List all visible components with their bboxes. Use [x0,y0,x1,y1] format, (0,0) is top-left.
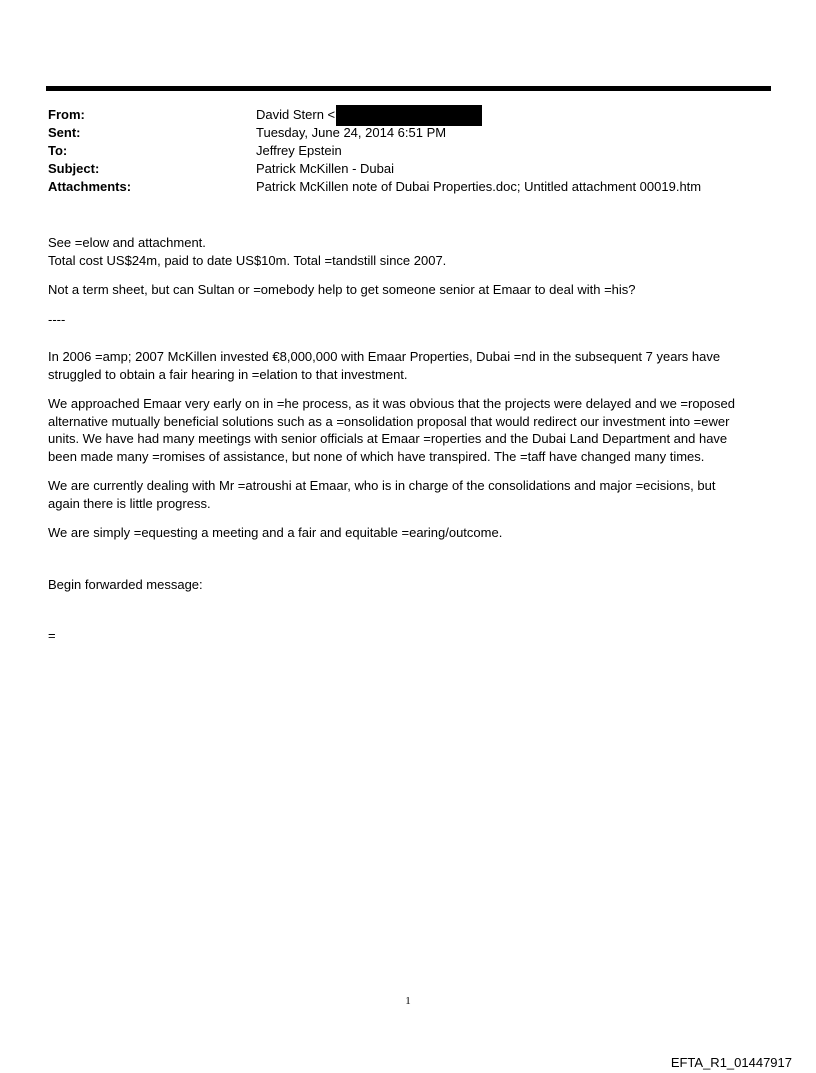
redaction-box [336,105,482,126]
body-line: We approached Emaar very early on in =he process, as it was obvious that the projects were delayed and we =roposed [48,396,735,411]
from-value [256,106,482,124]
body-line: struggled to obtain a fair hearing in =elation to that investment. [48,366,408,382]
body-line: Not a term sheet, but can Sultan or =omebody help to get someone senior at Emaar to deal with =his? [48,282,636,297]
body-line: See =elow and attachment. [48,235,206,250]
body-line: again there is little progress. [48,495,211,511]
body-line: Total cost US$24m, paid to date US$10m. Total =tandstill since 2007. [48,252,447,268]
forwarded-line: Begin forwarded message: [48,576,203,592]
body-line: alternative mutually beneficial solutions such as a =onsolidation proposal that would redirect our investment into =ewer [48,413,730,429]
attachments-value: Patrick McKillen note of Dubai Properties.doc; Untitled attachment 00019.htm [256,179,702,194]
to-label: To: [48,143,68,158]
from-row [48,106,768,124]
email-body [48,234,773,645]
separator-line: ---- [48,311,66,327]
sent-value: Tuesday, June 24, 2014 6:51 PM [256,125,447,140]
from-text: David Stern < [256,107,336,122]
header-divider [46,86,771,91]
trailing-char: = [48,628,56,643]
body-line: In 2006 =amp; 2007 McKillen invested €8,000,000 with Emaar Properties, Dubai =nd in the subsequent 7 years have [48,349,721,364]
to-value: Jeffrey Epstein [256,143,342,158]
body-line: units. We have had many meetings with senior officials at Emaar =roperties and the Dubai Land Department and have [48,431,728,446]
body-line: We are currently dealing with Mr =atroushi at Emaar, who is in charge of the consolidations and major =ecisions, but [48,478,716,493]
body-line: We are simply =equesting a meeting and a fair and equitable =earing/outcome. [48,525,503,540]
attachments-label: Attachments: [48,179,132,194]
subject-value: Patrick McKillen - Dubai [256,161,394,176]
page-number: 1 [405,995,411,1007]
email-header [48,106,768,196]
subject-row [48,160,768,178]
to-row [48,142,768,160]
document-id: EFTA_R1_01447917 [670,1055,792,1070]
body-line: been made many =romises of assistance, but none of which have transpired. The =taff have changed many times. [48,448,705,464]
sent-label: Sent: [48,125,81,140]
from-label: From: [48,107,85,122]
attachments-row [48,178,768,196]
sent-row [48,124,768,142]
subject-label: Subject: [48,161,100,176]
